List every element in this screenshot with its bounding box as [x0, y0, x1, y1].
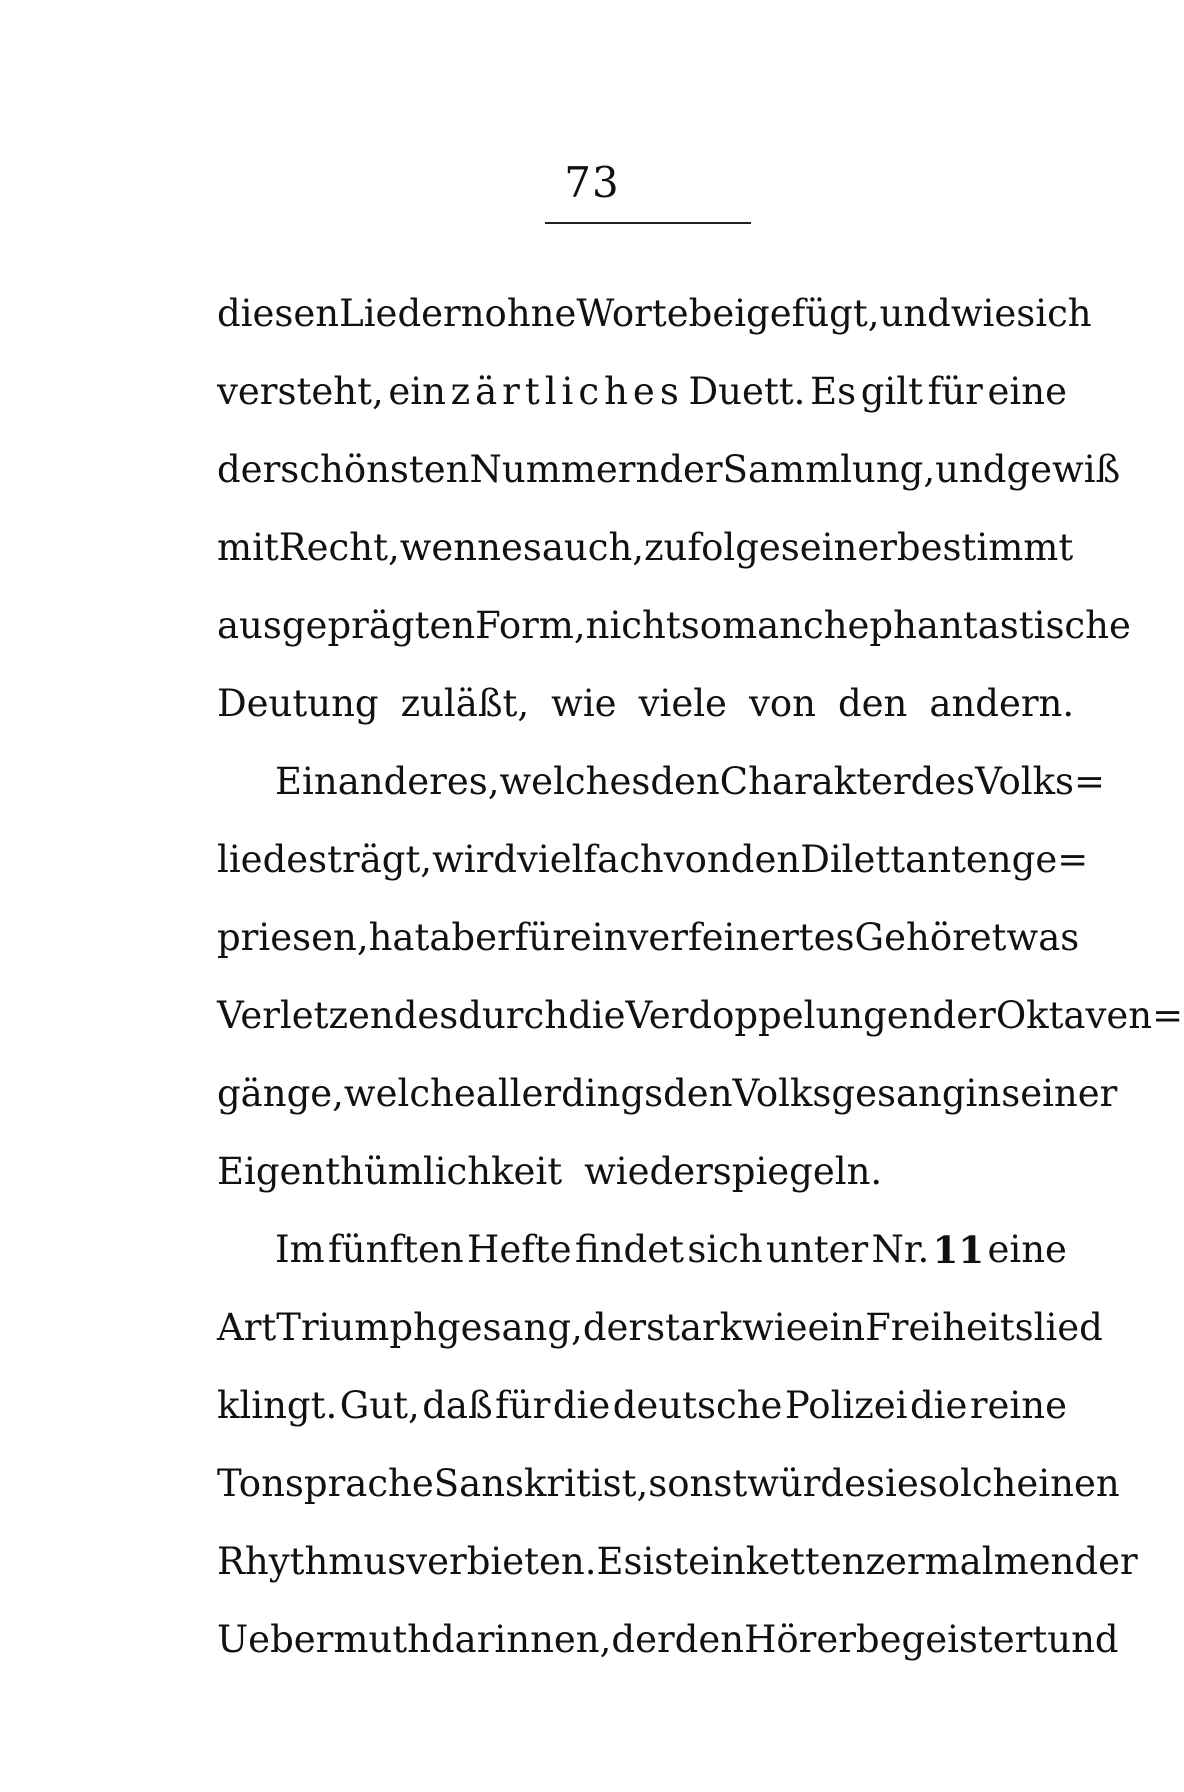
word: ist	[642, 1540, 689, 1583]
word: eine	[987, 370, 1067, 413]
word: für	[927, 370, 983, 413]
word: für	[514, 916, 570, 959]
word: begeistert	[855, 1618, 1048, 1661]
word: eine	[987, 1228, 1067, 1271]
word: Art	[217, 1306, 277, 1349]
word: von	[748, 682, 816, 725]
word: Dilettanten	[800, 838, 1012, 881]
text-line	[217, 1454, 1120, 1532]
text-line	[217, 1532, 1138, 1610]
word: Gehör	[854, 916, 970, 959]
word: wird	[432, 838, 517, 881]
word: darinnen,	[430, 1618, 612, 1661]
word: der	[217, 448, 281, 491]
word: etwas	[969, 916, 1080, 959]
word: den	[674, 1618, 745, 1661]
text-line	[217, 518, 1074, 596]
word: Volks=	[975, 760, 1106, 803]
text-line	[217, 1298, 1103, 1376]
word: ohne	[484, 292, 577, 335]
word: Charakter	[719, 760, 911, 803]
word: Worte	[576, 292, 689, 335]
word: gänge,	[217, 1072, 344, 1115]
text-line	[217, 1220, 1067, 1298]
word: unter	[766, 1228, 869, 1271]
word: Es	[596, 1540, 643, 1583]
word: Gut,	[339, 1384, 420, 1427]
word: einen	[1016, 1462, 1120, 1505]
word: welche	[343, 1072, 476, 1115]
word: daß	[422, 1384, 493, 1427]
word: gewiß	[1006, 448, 1121, 491]
word: deutsche	[612, 1384, 783, 1427]
word: und	[935, 448, 1007, 491]
word: welches	[499, 760, 651, 803]
word: wie	[742, 1306, 808, 1349]
text-line	[217, 596, 1131, 674]
word: die	[568, 994, 626, 1037]
word: sonst	[648, 1462, 748, 1505]
word: phantastische	[869, 604, 1131, 647]
word: den	[650, 760, 720, 803]
word: Volksgesang	[732, 1072, 966, 1115]
word: andern.	[929, 682, 1075, 725]
text-line	[217, 1142, 1067, 1220]
word: ein	[388, 370, 446, 413]
word: Rhythmus	[217, 1540, 407, 1583]
word: Eigenthümlichkeit	[217, 1150, 563, 1193]
word: Sammlung,	[722, 448, 936, 491]
text-line	[217, 986, 1184, 1064]
word: verfeinertes	[627, 916, 855, 959]
word: den	[730, 838, 801, 881]
word: viele	[638, 682, 727, 725]
word: zufolge	[644, 526, 781, 569]
word: den	[837, 682, 908, 725]
word: ist,	[590, 1462, 649, 1505]
text-line	[217, 830, 1089, 908]
word: Nummern	[469, 448, 660, 491]
word: Nr.	[871, 1228, 930, 1271]
word: zuläßt,	[400, 682, 530, 725]
word: reine	[969, 1384, 1067, 1427]
word: liedes	[217, 838, 328, 881]
word: wie	[551, 682, 617, 725]
word: nicht	[585, 604, 681, 647]
text-line	[217, 1376, 1067, 1454]
word: so	[680, 604, 722, 647]
word: fünften	[328, 1228, 464, 1271]
word: der	[582, 1306, 647, 1349]
word: zärtliches	[450, 370, 684, 413]
text-line	[217, 1064, 1118, 1142]
word: Duett.	[688, 370, 806, 413]
word: Liedern	[339, 292, 485, 335]
text-line	[217, 1610, 1119, 1688]
word: Triumphgesang,	[276, 1306, 583, 1349]
word: für	[495, 1384, 551, 1427]
word: bestimmt	[896, 526, 1074, 569]
word: wenn	[399, 526, 501, 569]
word: ausgeprägten	[217, 604, 476, 647]
word: Ein	[275, 760, 338, 803]
word: verbieten.	[406, 1540, 597, 1583]
word: die	[909, 1384, 968, 1427]
word: den	[663, 1072, 733, 1115]
word: diesen	[217, 292, 340, 335]
word: mit	[217, 526, 279, 569]
word: priesen,	[217, 916, 369, 959]
word: ge=	[1011, 838, 1089, 881]
word: Recht,	[278, 526, 400, 569]
word: Uebermuth	[217, 1618, 431, 1661]
word: der	[659, 448, 723, 491]
word: wiederspiegeln.	[584, 1150, 883, 1193]
word: ein	[807, 1306, 866, 1349]
word: ein	[688, 1540, 746, 1583]
text-line	[217, 908, 1080, 986]
word: versteht,	[217, 370, 384, 413]
word: Polizei	[784, 1384, 908, 1427]
word: Hefte	[467, 1228, 572, 1271]
word: ein	[569, 916, 628, 959]
word: in	[965, 1072, 1002, 1115]
word: der	[611, 1618, 675, 1661]
word: die	[552, 1384, 611, 1427]
word: sie	[866, 1462, 919, 1505]
word: Form,	[475, 604, 586, 647]
word: trägt,	[327, 838, 433, 881]
text-line	[217, 752, 1106, 830]
word: Sanskrit	[433, 1462, 591, 1505]
page-number: 73	[564, 158, 620, 207]
word: allerdings	[475, 1072, 664, 1115]
text-line	[217, 362, 1067, 440]
word: klingt.	[217, 1384, 338, 1427]
word: seiner	[1001, 1072, 1118, 1115]
word: von	[663, 838, 731, 881]
word: und	[879, 292, 951, 335]
word: wie	[950, 292, 1017, 335]
word: würde	[747, 1462, 867, 1505]
word: es	[500, 526, 542, 569]
word: findet	[575, 1228, 684, 1271]
word: schönsten	[280, 448, 470, 491]
word: und	[1047, 1618, 1119, 1661]
word: aber	[429, 916, 515, 959]
text-line	[217, 674, 1075, 752]
body-text	[217, 284, 1184, 1688]
word: manche	[722, 604, 870, 647]
word: Oktaven=	[995, 994, 1184, 1037]
word: seiner	[780, 526, 897, 569]
word: Im	[275, 1228, 325, 1271]
word: des	[910, 760, 976, 803]
word: sich	[687, 1228, 763, 1271]
text-line	[217, 440, 1121, 518]
word: Verdoppelungen	[625, 994, 933, 1037]
word: Deutung	[217, 682, 379, 725]
word: anderes,	[337, 760, 500, 803]
word: sich	[1016, 292, 1092, 335]
word: Verletzendes	[217, 994, 459, 1037]
word: Hörer	[744, 1618, 856, 1661]
word: Freiheitslied	[865, 1306, 1103, 1349]
word: kettenzermalmender	[745, 1540, 1138, 1583]
word: der	[932, 994, 996, 1037]
word: solch	[918, 1462, 1017, 1505]
word: beigefügt,	[688, 292, 880, 335]
word: gilt	[860, 370, 923, 413]
page-number-rule	[545, 222, 751, 224]
word: vielfach	[516, 838, 664, 881]
word: durch	[458, 994, 569, 1037]
text-line	[217, 284, 1092, 362]
word: Es	[810, 370, 857, 413]
word: hat	[368, 916, 430, 959]
word: Tonsprache	[217, 1462, 434, 1505]
word: stark	[646, 1306, 743, 1349]
word: auch,	[541, 526, 645, 569]
word: 11	[932, 1228, 985, 1272]
